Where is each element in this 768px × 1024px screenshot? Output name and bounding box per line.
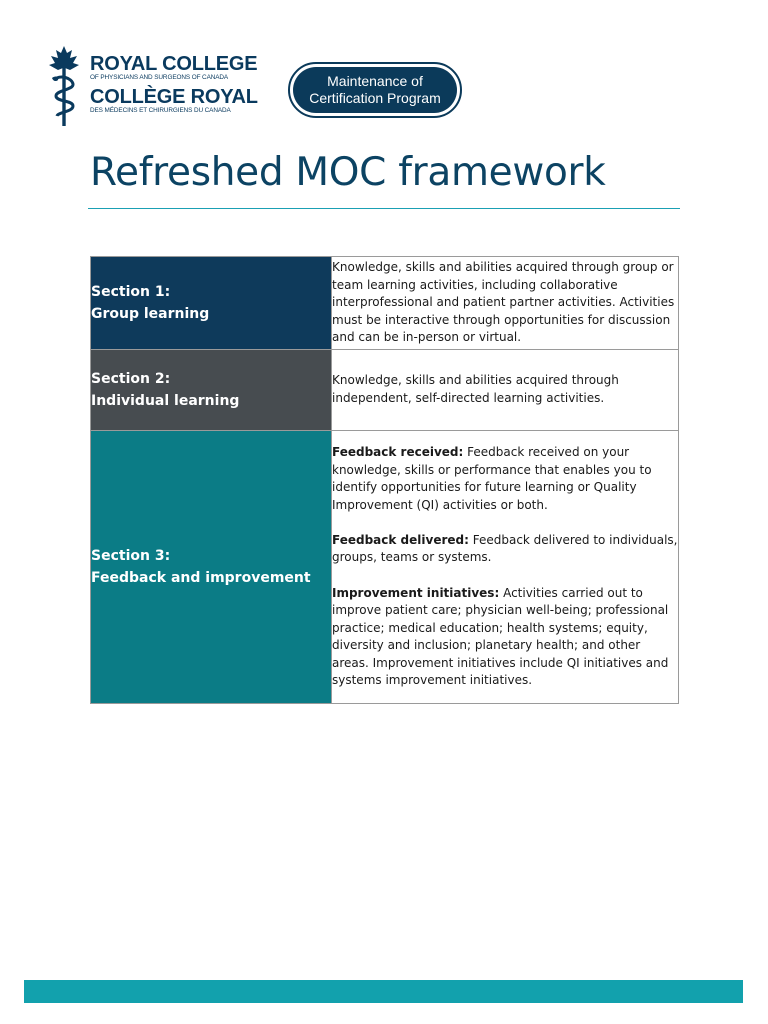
section-1-text: Knowledge, skills and abilities acquired through group or team learning activities, including collaborative interprofessional and patient partner activities. Activities must be interactive through opportunities for discussion and can be in-person or virtual. [332, 260, 675, 345]
feedback-received-term: Feedback received: [332, 444, 464, 459]
page-title: Refreshed MOC framework [90, 150, 606, 195]
section-3-number: Section 3: [91, 548, 171, 564]
maple-leaf-caduceus-icon [46, 44, 82, 128]
logo-line-physicians: OF PHYSICIANS AND SURGEONS OF CANADA [90, 74, 229, 81]
section-2-label [91, 350, 332, 431]
title-divider [88, 208, 680, 209]
table-row [91, 350, 679, 431]
program-badge-line1: Maintenance of [327, 73, 423, 89]
section-2-description [332, 350, 679, 431]
framework-table [90, 256, 679, 704]
improvement-initiatives-text: Activities carried out to improve patient care; physician well-being; professional practice; medical education; health systems; equity, diversity and inclusion; planetary health; and other areas. Improvement initiatives include QI initiatives and systems improvement initiatives. [332, 585, 669, 688]
section-1-title: Group learning [91, 306, 210, 322]
feedback-delivered-term: Feedback delivered: [332, 532, 469, 547]
logo-line-medecins: DES MÉDECINS ET CHIRURGIENS DU CANADA [90, 107, 231, 114]
feedback-received-item [332, 444, 678, 514]
section-2-title: Individual learning [91, 393, 240, 409]
logo-line-royal-college: ROYAL COLLEGE [90, 53, 258, 75]
feedback-delivered-item [332, 532, 678, 567]
section-3-title: Feedback and improvement [91, 570, 311, 586]
improvement-initiatives-term: Improvement initiatives: [332, 585, 500, 600]
logo-line-college-royal: COLLÈGE ROYAL [90, 86, 258, 108]
section-2-text: Knowledge, skills and abilities acquired through independent, self-directed learning activities. [332, 373, 619, 405]
program-badge-line2: Certification Program [309, 90, 441, 106]
footer-bar [24, 980, 743, 1003]
feedback-delivered-text: Feedback delivered to individuals, groups, teams or systems. [332, 532, 678, 565]
section-1-description [332, 257, 679, 350]
section-1-label [91, 257, 332, 350]
section-3-label [91, 431, 332, 704]
feedback-received-text: Feedback received on your knowledge, skills or performance that enables you to identify opportunities for future learning or Quality Improvement (QI) activities or both. [332, 444, 652, 512]
program-badge [288, 62, 462, 118]
section-3-description [332, 431, 679, 704]
table-row [91, 257, 679, 350]
improvement-initiatives-item [332, 585, 678, 691]
royal-college-logo [46, 44, 256, 128]
section-1-number: Section 1: [91, 284, 171, 300]
table-row [91, 431, 679, 704]
section-2-number: Section 2: [91, 371, 171, 387]
